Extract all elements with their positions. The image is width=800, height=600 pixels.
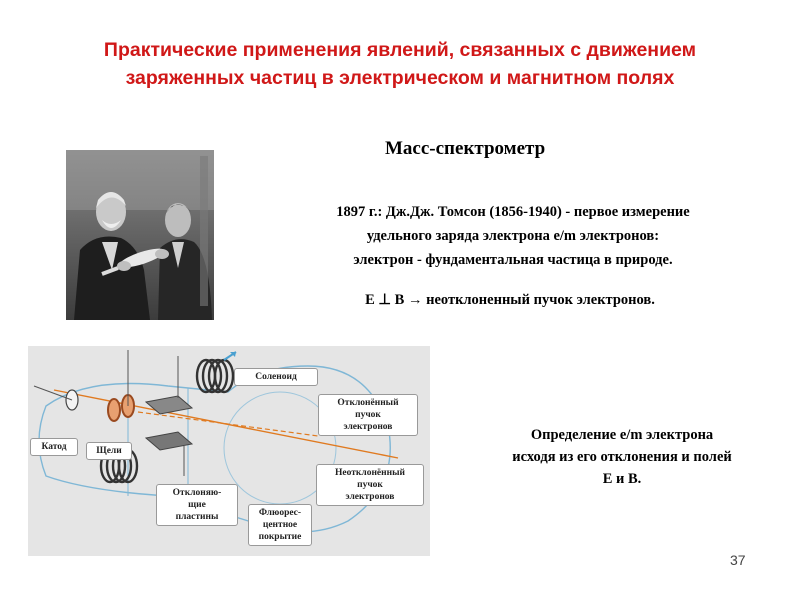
thomson-tube-diagram [28,346,430,556]
slide-title [20,36,780,92]
label-cathode-text: Катод [41,442,67,452]
label-deflecting-plates-line-3: пластины [175,512,219,522]
label-deflected-beam-line-1: Отклонённый [337,398,399,408]
upper-solenoid-coil [197,360,233,392]
thomson-photo-drawing [66,150,214,320]
deflected-beam-line [138,412,318,436]
label-undeflected-beam [316,464,424,506]
label-cathode [30,438,78,456]
label-fluorescent-coating-line-2: центное [262,520,298,530]
label-deflecting-plates-line-2: щие [188,500,206,510]
slit-ring-1 [108,399,120,421]
label-deflected-beam [318,394,418,436]
label-slits-text: Щели [96,446,122,456]
thomson-description [248,200,778,272]
label-fluorescent-coating-line-3: покрытие [258,532,302,542]
label-undeflected-beam-line-1: Неотклонённый [335,468,405,478]
determination-line-2: исходя из его отклонения и полей [512,449,732,465]
label-undeflected-beam-line-2: пучок [357,480,383,490]
determination-line-1: Определение e/m электрона [530,427,714,443]
label-undeflected-beam-line-3: электронов [345,492,395,502]
determination-line-3: E и B. [602,471,642,487]
mass-spectrometer-heading: Масс-спектрометр [385,138,546,159]
e-perp-b-statement: E ⊥ B → неотклоненный пучок электронов. [365,292,655,308]
description-line-3: электрон - фундаментальная частица в природе. [353,252,673,268]
label-solenoid-text: Соленоид [255,372,297,382]
em-determination-text [462,424,782,490]
slide-title-line-1: Практические применения явлений, связанных с движением [103,39,697,61]
thomson-photo [66,150,214,320]
label-fluorescent-coating-line-1: Флюорес- [258,508,302,518]
lower-plate [146,432,192,450]
label-deflected-beam-line-3: электронов [343,422,393,432]
slide-title-line-2: заряженных частиц в электрическом и магнитном полях [125,67,675,89]
label-deflecting-plates-line-1: Отклоняю- [172,488,222,498]
description-line-2: удельного заряда электрона e/m электронов: [366,228,660,244]
label-deflecting-plates [156,484,238,526]
description-line-1: 1897 г.: Дж.Дж. Томсон (1856-1940) - первое измерение [336,204,690,220]
label-slits [86,442,132,460]
label-solenoid [234,368,318,386]
upper-plate [146,396,192,414]
page-number: 37 [730,552,746,568]
label-deflected-beam-line-2: пучок [355,410,381,420]
label-fluorescent-coating [248,504,312,546]
